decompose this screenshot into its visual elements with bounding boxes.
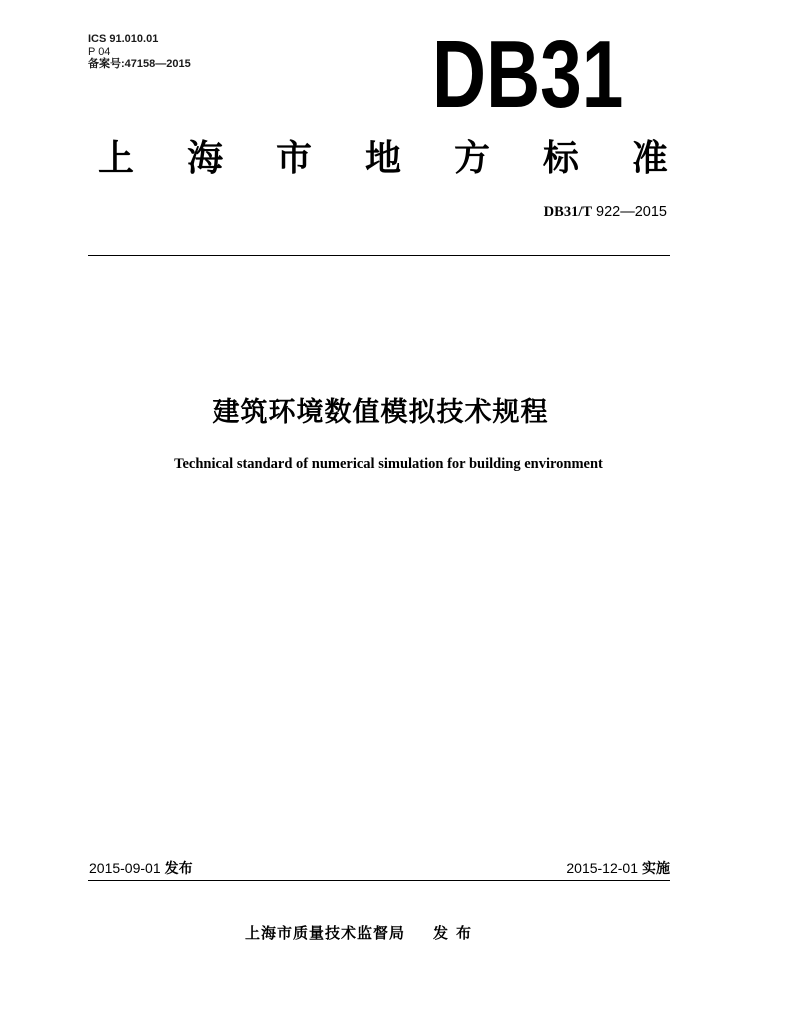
title-chinese-text: 建筑环境数值模拟技术规程	[212, 397, 549, 428]
title-english-text: Technical standard of numerical simulation for building environment	[174, 456, 603, 472]
publisher-action: 发布	[433, 924, 480, 942]
implementation-date-label: 实施	[642, 861, 670, 877]
standard-number-suffix: 922—2015	[592, 204, 667, 220]
title-chinese	[0, 390, 791, 429]
standard-type-char: 标	[542, 138, 579, 179]
standard-number-prefix: DB31/T	[543, 204, 593, 220]
classification-block	[88, 33, 191, 71]
standard-type-char: 上	[98, 138, 135, 179]
issue-date-value: 2015-09-01	[89, 860, 161, 876]
issue-date	[89, 858, 193, 878]
top-divider	[88, 255, 670, 256]
standard-type-char: 方	[453, 138, 490, 179]
publisher-name: 上海市质量技术监督局	[245, 924, 406, 942]
db31-logo-text: DB31	[432, 21, 624, 128]
standard-type-char: 海	[186, 138, 223, 179]
standard-type-char: 准	[631, 138, 668, 179]
db31-logo	[426, 21, 630, 128]
standard-number	[544, 204, 667, 221]
issue-date-label: 发布	[164, 861, 193, 877]
standard-type-char: 市	[275, 138, 312, 179]
title-english	[0, 456, 791, 473]
ics-code: ICS 91.010.01	[88, 33, 159, 45]
implementation-date	[566, 858, 670, 878]
implementation-date-value: 2015-12-01	[566, 860, 638, 876]
category-code: P 04	[88, 45, 111, 58]
standard-type-char: 地	[364, 138, 401, 179]
publisher	[245, 922, 479, 943]
filing-number: 备案号:47158—2015	[88, 58, 191, 70]
standard-type-heading	[98, 137, 668, 181]
bottom-divider	[88, 880, 670, 881]
